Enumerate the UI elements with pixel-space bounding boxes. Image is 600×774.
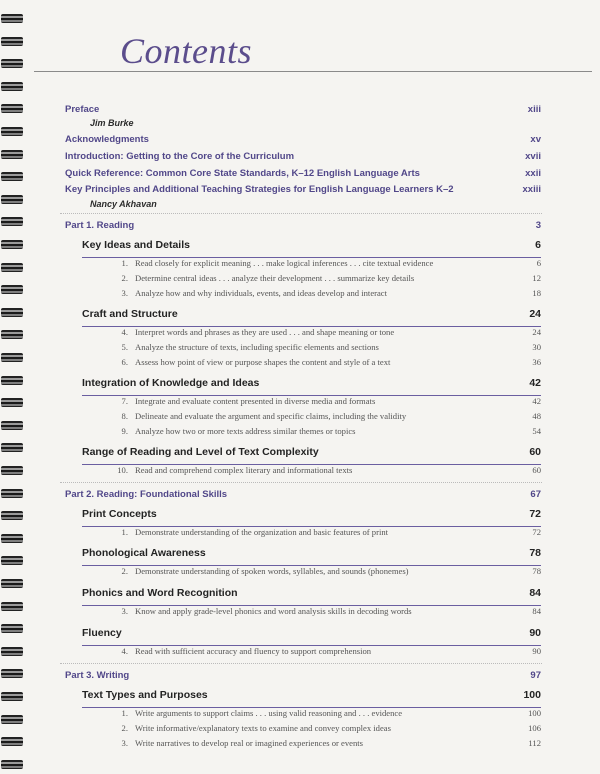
standard-text: Analyze how and why individuals, events, and ideas develop and interact — [135, 288, 388, 298]
standard-page: 106 — [528, 723, 541, 733]
toc-standard[interactable] — [110, 606, 541, 619]
toc-section-phonics[interactable] — [82, 587, 541, 606]
standard-text: Demonstrate understanding of the organization and basic features of print — [135, 527, 389, 537]
binding-coil — [1, 602, 23, 611]
section-label: Craft and Structure — [82, 308, 178, 320]
standard-page: 48 — [532, 411, 541, 421]
toc-standard[interactable] — [110, 327, 541, 340]
entry-page: xxii — [525, 168, 541, 179]
entry-page: xvii — [525, 151, 541, 162]
binding-coil — [1, 37, 23, 46]
binding-coil — [1, 353, 23, 362]
toc-standard[interactable] — [110, 273, 541, 286]
binding-coil — [1, 376, 23, 385]
divider — [60, 213, 542, 214]
standard-page: 100 — [528, 708, 541, 718]
toc-standard[interactable] — [110, 258, 541, 271]
toc-standard[interactable] — [110, 426, 541, 439]
entry-page: xiii — [527, 104, 541, 115]
standard-text: Read and comprehend complex literary and informational texts — [135, 465, 353, 475]
standard-page: 36 — [532, 357, 541, 367]
section-label: Key Ideas and Details — [82, 239, 190, 251]
standard-number: 1. — [121, 258, 128, 268]
binding-coil — [1, 760, 23, 769]
toc-standard[interactable] — [110, 723, 541, 736]
binding-coil — [1, 443, 23, 452]
binding-coil — [1, 466, 23, 475]
binding-coil — [1, 556, 23, 565]
section-page: 78 — [529, 547, 541, 559]
standard-number: 3. — [121, 738, 128, 748]
section-label: Phonological Awareness — [82, 547, 206, 559]
toc-standard[interactable] — [110, 738, 541, 751]
section-page: 24 — [529, 308, 541, 320]
standard-number: 1. — [121, 708, 128, 718]
binding-coil — [1, 624, 23, 633]
standard-text: Analyze how two or more texts address similar themes or topics — [135, 426, 356, 436]
standard-text: Write informative/explanatory texts to examine and convey complex ideas — [135, 723, 391, 733]
toc-standard[interactable] — [110, 566, 541, 579]
spiral-binding — [0, 0, 26, 774]
entry-label: Key Principles and Additional Teaching Strategies for English Language Learners K–2 — [65, 184, 454, 195]
standard-number: 1. — [121, 527, 128, 537]
binding-coil — [1, 692, 23, 701]
binding-coil — [1, 330, 23, 339]
part-page: 97 — [530, 670, 541, 681]
standard-page: 12 — [532, 273, 541, 283]
binding-coil — [1, 511, 23, 520]
toc-section-integration[interactable] — [82, 377, 541, 396]
standard-number: 6. — [121, 357, 128, 367]
standard-number: 2. — [121, 273, 128, 283]
toc-standard[interactable] — [110, 288, 541, 301]
standard-page: 84 — [532, 606, 541, 616]
toc-section-craft-structure[interactable] — [82, 308, 541, 327]
part-page: 67 — [530, 489, 541, 500]
toc-standard[interactable] — [110, 708, 541, 721]
entry-label: Quick Reference: Common Core State Standards, K–12 English Language Arts — [65, 168, 420, 179]
standard-page: 60 — [532, 465, 541, 475]
standard-text: Read with sufficient accuracy and fluency to support comprehension — [135, 646, 372, 656]
binding-coil — [1, 579, 23, 588]
binding-coil — [1, 737, 23, 746]
binding-coil — [1, 195, 23, 204]
standard-page: 42 — [532, 396, 541, 406]
entry-page: xxiii — [522, 184, 541, 195]
standard-page: 78 — [532, 566, 541, 576]
section-label: Text Types and Purposes — [82, 689, 208, 701]
binding-coil — [1, 172, 23, 181]
standard-text: Know and apply grade-level phonics and word analysis skills in decoding words — [135, 606, 412, 616]
binding-coil — [1, 715, 23, 724]
toc-part-1[interactable] — [65, 220, 541, 236]
standard-number: 3. — [121, 288, 128, 298]
part-page: 3 — [535, 220, 541, 231]
entry-label: Introduction: Getting to the Core of the Curriculum — [65, 151, 295, 162]
divider — [60, 482, 542, 483]
divider — [60, 663, 542, 664]
standard-page: 6 — [536, 258, 541, 268]
section-label: Integration of Knowledge and Ideas — [82, 377, 260, 389]
toc-entry-key-principles[interactable] — [65, 184, 541, 200]
part-label: Part 3. Writing — [65, 670, 130, 681]
section-page: 90 — [529, 627, 541, 639]
part-label: Part 1. Reading — [65, 220, 135, 231]
binding-coil — [1, 59, 23, 68]
binding-coil — [1, 489, 23, 498]
standard-number: 4. — [121, 327, 128, 337]
title-rule — [34, 71, 592, 72]
standard-page: 18 — [532, 288, 541, 298]
section-page: 100 — [523, 689, 541, 701]
binding-coil — [1, 82, 23, 91]
standard-number: 10. — [117, 465, 128, 475]
entry-page: xv — [530, 134, 541, 145]
toc-section-print-concepts[interactable] — [82, 508, 541, 527]
standard-text: Delineate and evaluate the argument and specific claims, including the validity — [135, 411, 407, 421]
standard-number: 2. — [121, 723, 128, 733]
standard-number: 8. — [121, 411, 128, 421]
toc-standard[interactable] — [110, 342, 541, 355]
toc-entry-introduction[interactable] — [65, 151, 541, 167]
section-label: Range of Reading and Level of Text Complexity — [82, 446, 319, 458]
section-label: Phonics and Word Recognition — [82, 587, 238, 599]
standard-number: 3. — [121, 606, 128, 616]
standard-page: 72 — [532, 527, 541, 537]
binding-coil — [1, 421, 23, 430]
binding-coil — [1, 669, 23, 678]
section-page: 84 — [529, 587, 541, 599]
standard-number: 4. — [121, 646, 128, 656]
standard-text: Demonstrate understanding of spoken words, syllables, and sounds (phonemes) — [135, 566, 409, 576]
standard-page: 30 — [532, 342, 541, 352]
toc-section-range-of-reading[interactable] — [82, 446, 541, 465]
toc-section-phonological-awareness[interactable] — [82, 547, 541, 566]
toc-standard[interactable] — [110, 465, 541, 478]
standard-number: 9. — [121, 426, 128, 436]
section-page: 42 — [529, 377, 541, 389]
toc-standard[interactable] — [110, 527, 541, 540]
standard-number: 5. — [121, 342, 128, 352]
toc-section-text-types[interactable] — [82, 689, 541, 708]
standard-number: 2. — [121, 566, 128, 576]
binding-coil — [1, 263, 23, 272]
section-label: Fluency — [82, 627, 122, 639]
entry-author: Nancy Akhavan — [90, 199, 157, 209]
binding-coil — [1, 285, 23, 294]
standard-page: 24 — [532, 327, 541, 337]
standard-text: Read closely for explicit meaning . . . make logical inferences . . . cite textual evidence — [135, 258, 434, 268]
standard-text: Integrate and evaluate content presented in diverse media and formats — [135, 396, 376, 406]
binding-coil — [1, 647, 23, 656]
binding-coil — [1, 534, 23, 543]
toc-standard[interactable] — [110, 646, 541, 659]
standard-text: Interpret words and phrases as they are used . . . and shape meaning or tone — [135, 327, 395, 337]
toc-part-2[interactable] — [65, 489, 541, 505]
binding-coil — [1, 308, 23, 317]
toc-standard[interactable] — [110, 396, 541, 409]
binding-coil — [1, 398, 23, 407]
toc-standard[interactable] — [110, 411, 541, 424]
standard-text: Analyze the structure of texts, including specific elements and sections — [135, 342, 379, 352]
entry-label: Acknowledgments — [65, 134, 149, 145]
entry-author: Jim Burke — [90, 118, 134, 128]
binding-coil — [1, 127, 23, 136]
standard-page: 112 — [528, 738, 541, 748]
part-label: Part 2. Reading: Foundational Skills — [65, 489, 228, 500]
toc-entry-quick-reference[interactable] — [65, 168, 541, 184]
entry-label: Preface — [65, 104, 100, 115]
binding-coil — [1, 150, 23, 159]
standard-page: 54 — [532, 426, 541, 436]
section-page: 60 — [529, 446, 541, 458]
toc-entry-acknowledgments[interactable] — [65, 134, 541, 150]
binding-coil — [1, 217, 23, 226]
standard-text: Assess how point of view or purpose shapes the content and style of a text — [135, 357, 391, 367]
standard-number: 7. — [121, 396, 128, 406]
toc-standard[interactable] — [110, 357, 541, 370]
toc-section-fluency[interactable] — [82, 627, 541, 646]
binding-coil — [1, 14, 23, 23]
section-label: Print Concepts — [82, 508, 157, 520]
toc-part-3[interactable] — [65, 670, 541, 686]
toc-section-key-ideas[interactable] — [82, 239, 541, 258]
standard-text: Write arguments to support claims . . . using valid reasoning and . . . evidence — [135, 708, 403, 718]
section-page: 72 — [529, 508, 541, 520]
toc-entry-preface[interactable] — [65, 104, 541, 120]
binding-coil — [1, 240, 23, 249]
page-title: Contents — [120, 31, 253, 71]
standard-page: 90 — [532, 646, 541, 656]
binding-coil — [1, 104, 23, 113]
standard-text: Write narratives to develop real or imagined experiences or events — [135, 738, 364, 748]
section-page: 6 — [535, 239, 541, 251]
standard-text: Determine central ideas . . . analyze their development . . . summarize key details — [135, 273, 415, 283]
